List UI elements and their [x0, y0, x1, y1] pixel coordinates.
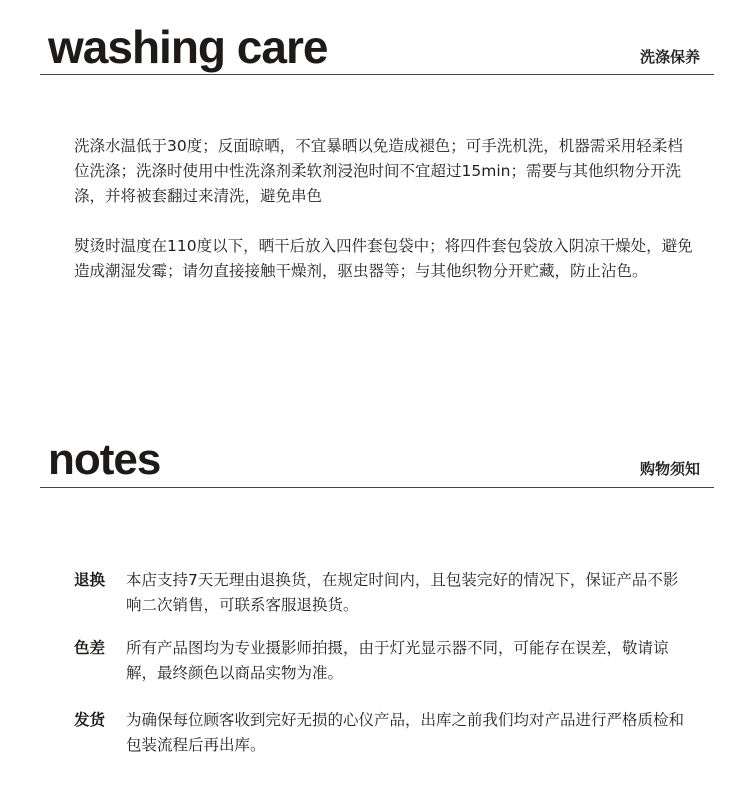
- note-label: 退换: [74, 571, 106, 589]
- notes-subtitle: 购物须知: [639, 460, 700, 478]
- note-text: 本店支持7天无理由退换货，在规定时间内，且包装完好的情况下，保证产品不影响二次销售，可联系客服退换货。: [126, 571, 679, 614]
- washing-care-header: [40, 22, 714, 78]
- note-text: 所有产品图均为专业摄影师拍摄，由于灯光显示器不同，可能存在误差，敬请谅解，最终颜色以商品实物为准。: [126, 639, 669, 682]
- washing-paragraph: 洗涤水温低于30度；反面晾晒，不宜暴晒以免造成褪色；可手洗机洗，机器需采用轻柔档位洗涤；洗涤时使用中性洗涤剂柔软剂浸泡时间不宜超过15min；需要与其他织物分开洗涤，并将被套翻过来清洗，避免串色: [74, 137, 683, 205]
- notes-header: [40, 436, 714, 492]
- note-text: 为确保每位顾客收到完好无损的心仪产品，出库之前我们均对产品进行严格质检和包装流程后再出库。: [126, 711, 685, 754]
- note-label: 发货: [74, 711, 106, 729]
- header-divider: [40, 74, 714, 75]
- washing-care-title: washing care: [48, 21, 328, 73]
- washing-care-subtitle: 洗涤保养: [639, 48, 700, 66]
- note-label: 色差: [74, 639, 106, 657]
- notes-title: notes: [48, 435, 161, 484]
- header-divider: [40, 487, 714, 488]
- ironing-storage-paragraph: 熨烫时温度在110度以下，晒干后放入四件套包袋中；将四件套包袋放入阴凉干燥处，避免造成潮湿发霉；请勿直接接触干燥剂，驱虫器等；与其他织物分开贮藏，防止沾色。: [74, 237, 693, 280]
